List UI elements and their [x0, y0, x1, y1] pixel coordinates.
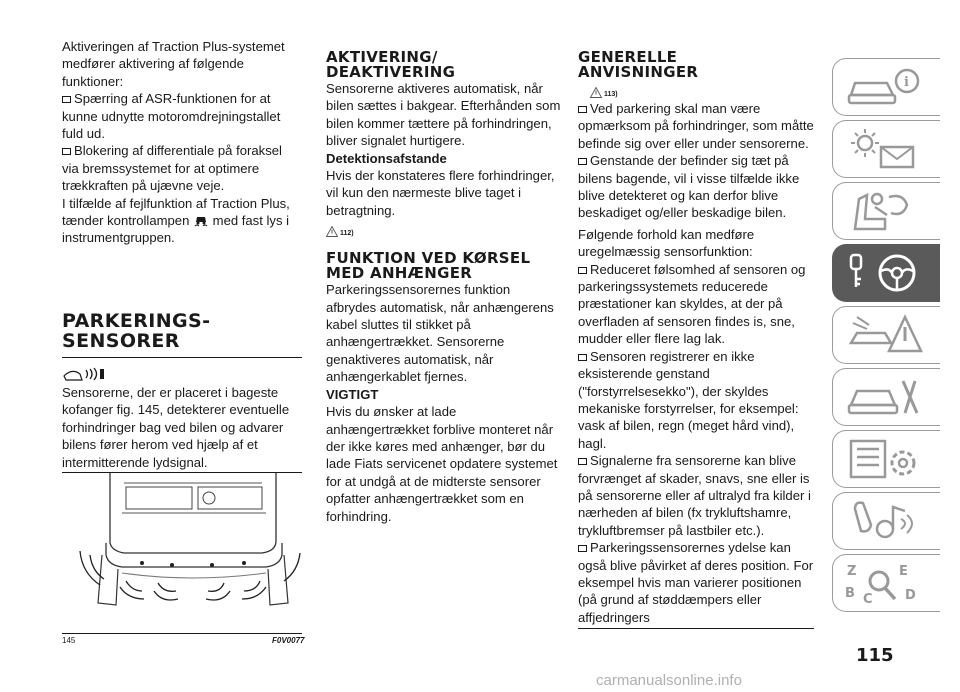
list-item: Sensoren registrerer en ikke eksisterende genstand ("forstyrrelsesekko"), der skyldes mekaniske forstyrrelser, for eksempel: vask af bilen, regn (meget hård vind), hagl.: [578, 348, 799, 451]
trailer-text: Parkeringssensorernes funktion afbrydes automatisk, når anhængerens kabel sluttes til stikket på anhængertrækket. Sensorerne genaktiveres automatisk, når anhængerkablet fjernes.: [326, 282, 554, 385]
traction-intro: Aktiveringen af Traction Plus-systemet medfører aktivering af følgende funktioner:: [62, 39, 285, 89]
traction-warning-icon: [193, 213, 209, 227]
svg-text:B: B: [845, 586, 855, 601]
alphabetical-index-icon: [845, 561, 925, 605]
page-number: 115: [856, 645, 894, 666]
activation-text: Sensorerne aktiveres automatisk, når bilen sættes i bakgear. Efterhånden som bilen kommer tættere på forhindringen, bliver signalet hurtigere.: [326, 81, 561, 149]
van-rear-illustration: [62, 473, 302, 633]
key-steering-wheel-icon: [845, 251, 925, 295]
svg-text:Z: Z: [847, 564, 857, 579]
tab-driving[interactable]: [832, 244, 940, 302]
car-wrench-icon: [845, 375, 925, 419]
tab-car-info[interactable]: [832, 58, 940, 116]
column-right: [578, 38, 814, 626]
bullet-icon: [578, 354, 587, 361]
tab-warning-lights[interactable]: [832, 120, 940, 178]
breakdown-triangle-icon: [845, 313, 925, 357]
important-text: Hvis du ønsker at lade anhængertrækket forblive monteret når der ikke køres med anhænger, bør du lade Fiats servicenet opdatere systemet for at undgå at de midterste sensorer opfatter anhængertrækket som en forhindring.: [326, 404, 558, 524]
bullet-icon: [578, 545, 587, 552]
svg-text:D: D: [905, 588, 916, 603]
tab-maintenance[interactable]: [832, 368, 940, 426]
figure-145: [62, 472, 302, 634]
svg-text:C: C: [863, 592, 873, 605]
subheading-distance: Detektionsafstande: [326, 150, 447, 166]
column-left: [62, 38, 302, 471]
svg-text:E: E: [899, 564, 908, 579]
warning-triangle-icon: [326, 226, 338, 237]
bullet-icon: [62, 96, 71, 103]
heading-general: GENERELLE ANVISNINGER: [578, 48, 699, 81]
watermark: carmanualsonline.info: [596, 672, 742, 689]
divider: [578, 628, 814, 629]
bullet-icon: [578, 106, 587, 113]
tab-multimedia[interactable]: [832, 492, 940, 550]
list-item: Blokering af differentiale på foraksel via bremssystemet for at optimere trækkraften på ujævne veje.: [62, 143, 282, 194]
section-title: PARKERINGS- SENSORER: [62, 309, 211, 352]
list-item: Spærring af ASR-funktionen for at kunne udnytte motoromdrejningstallet fuld ud.: [62, 91, 281, 142]
warning-reference: 113): [590, 80, 814, 98]
multimedia-icon: [845, 499, 925, 543]
bullet-icon: [578, 267, 587, 274]
figure-number: 145: [62, 636, 76, 645]
list-item: Parkeringssensorernes ydelse kan også blive påvirket af deres position. For eksempel hvis man varierer positionen (på grund af støddæmpers eller affjedringers: [578, 540, 814, 625]
heading-activation: AKTIVERING/ DEAKTIVERING: [326, 48, 456, 81]
car-info-icon: [845, 65, 925, 109]
sensor-symbol-icon: [62, 366, 302, 384]
tab-specs[interactable]: [832, 430, 940, 488]
specs-gear-icon: [845, 437, 925, 481]
divider: [62, 357, 302, 358]
list-item: Signalerne fra sensorerne kan blive forvrænget af skader, snavs, sne eller is på sensorerne eller af ultralyd fra kilder i nærheden af bilen (fx trykluftshamre, trykluftbremser på lastbiler etc.).: [578, 453, 811, 538]
heading-trailer: FUNKTION VED KØRSEL MED ANHÆNGER: [326, 249, 531, 283]
tab-index[interactable]: [832, 554, 940, 612]
warning-reference: 112): [326, 219, 562, 237]
figure-code: F0V0077: [272, 636, 305, 645]
bullet-icon: [62, 148, 71, 155]
tab-breakdown[interactable]: [832, 306, 940, 364]
seat-airbag-icon: [845, 189, 925, 233]
conditions-intro: Følgende forhold kan medføre uregelmæssig sensorfunktion:: [578, 226, 755, 260]
bullet-icon: [578, 158, 587, 165]
list-item: Genstande der befinder sig tæt på bilens bagende, vil i visse tilfælde ikke blive detekteret og kan derfor blive beskadiget og/eller beskadige bilen.: [578, 153, 800, 221]
important-label: VIGTIGT: [326, 386, 379, 402]
bullet-icon: [578, 458, 587, 465]
distance-text: Hvis der konstateres flere forhindringer, vil kun den nærmeste blive taget i betragtning.: [326, 168, 555, 218]
tab-seat-airbag[interactable]: [832, 182, 940, 240]
fault-text: I tilfælde af fejlfunktion af Traction Plus, tænder kontrollampen med fast lys i instrumentgruppen.: [62, 195, 290, 246]
warning-lights-envelope-icon: [845, 127, 925, 171]
svg-text:i: i: [904, 75, 909, 90]
list-item: Ved parkering skal man være opmærksom på forhindringer, som måtte befinde sig over eller under sensorerne.: [578, 101, 814, 151]
list-item: Reduceret følsomhed af sensoren og parkeringssystemets reducerede præstationer kan skyldes, at der på overfladen af sensoren findes is, sne, mudder eller flere lag lak.: [578, 261, 806, 347]
sensor-description: Sensorerne, der er placeret i bageste kofanger fig. 145, detekterer eventuelle forhindringer bag ved bilen og advarer bilens fører herom ved hjælp af et intermitterende lydsignal.: [62, 385, 290, 470]
column-middle: [326, 38, 562, 525]
warning-triangle-icon: [590, 87, 602, 98]
